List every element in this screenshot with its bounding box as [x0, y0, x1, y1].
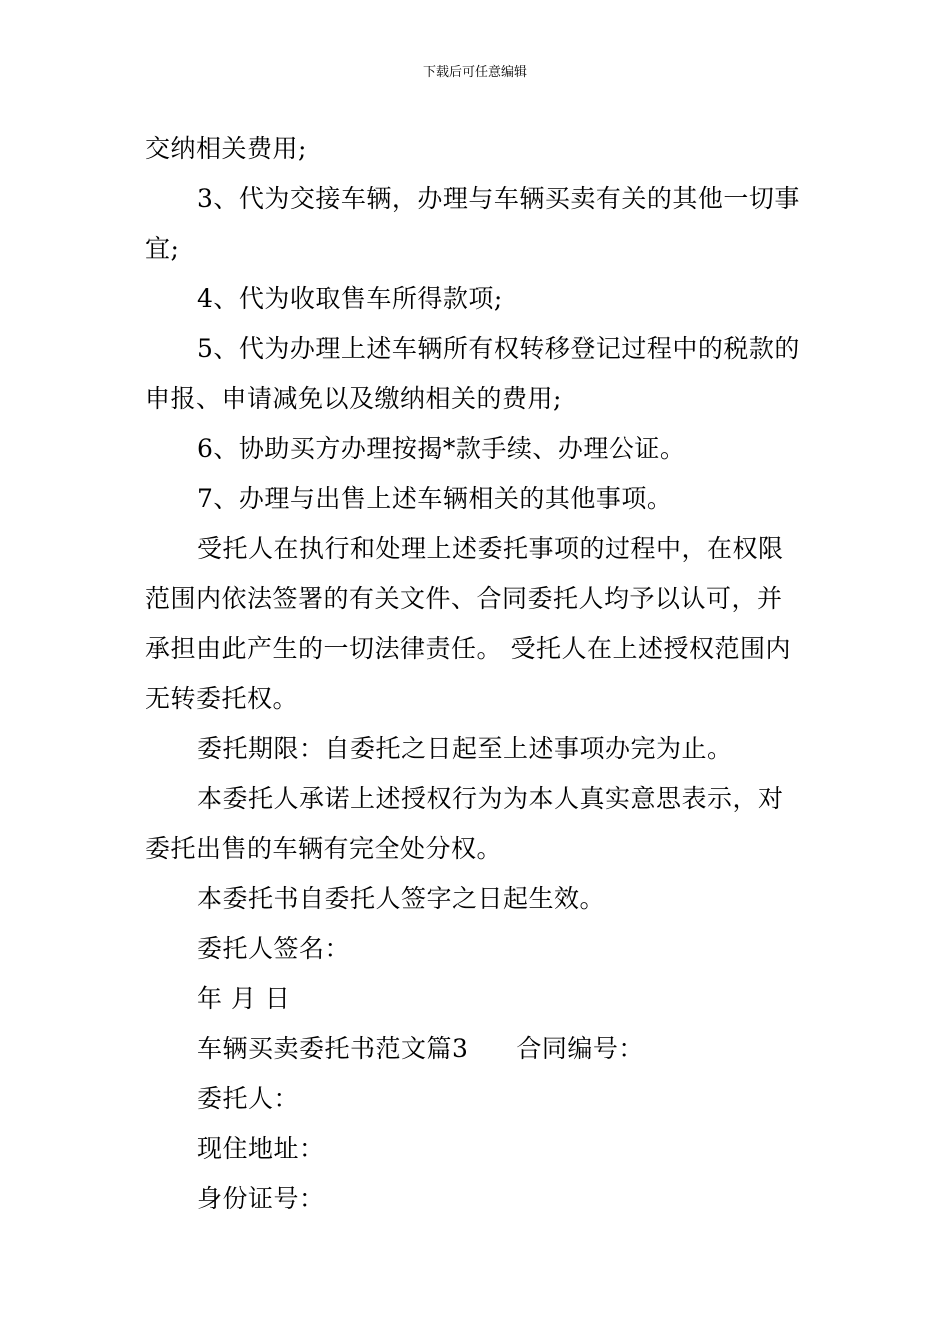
paragraph-line: 宜; — [145, 234, 180, 263]
paragraph-line: 6、协助买方办理按揭*款手续、办理公证。 — [197, 434, 686, 463]
date-line: 年 月 日 — [197, 984, 291, 1013]
paragraph-line: 委托出售的车辆有完全处分权。 — [145, 834, 503, 863]
paragraph-line: 承担由此产生的一切法律责任。 受托人在上述授权范围内 — [145, 634, 791, 663]
paragraph-line: 无转委托权。 — [145, 684, 299, 713]
paragraph-line: 范围内依法签署的有关文件、合同委托人均予以认可，并 — [145, 584, 783, 613]
paragraph-line: 7、办理与出售上述车辆相关的其他事项。 — [197, 484, 673, 513]
paragraph-line: 受托人在执行和处理上述委托事项的过程中，在权限 — [197, 534, 784, 563]
paragraph-line: 5、代为办理上述车辆所有权转移登记过程中的税款的 — [197, 334, 800, 363]
paragraph-line: 4、代为收取售车所得款项; — [197, 284, 503, 313]
id-number-label: 身份证号： — [197, 1184, 325, 1213]
page-header: 下载后可任意编辑 — [422, 65, 527, 80]
contract-number-label: 合同编号： — [516, 1034, 644, 1063]
paragraph-line: 委托期限：自委托之日起至上述事项办完为止。 — [197, 734, 733, 763]
signature-label: 委托人签名： — [197, 934, 351, 963]
paragraph-line: 本委托书自委托人签字之日起生效。 — [197, 884, 606, 913]
section-title: 车辆买卖委托书范文篇3 — [197, 1034, 469, 1063]
paragraph-line: 3、代为交接车辆，办理与车辆买卖有关的其他一切事 — [197, 184, 800, 213]
address-label: 现住地址： — [197, 1134, 325, 1163]
section-title-line — [197, 1034, 644, 1064]
paragraph-line: 交纳相关费用; — [145, 134, 307, 163]
principal-label: 委托人： — [197, 1084, 300, 1113]
paragraph-line: 申报、申请减免以及缴纳相关的费用; — [145, 384, 562, 413]
paragraph-line: 本委托人承诺上述授权行为为本人真实意思表示，对 — [197, 784, 784, 813]
